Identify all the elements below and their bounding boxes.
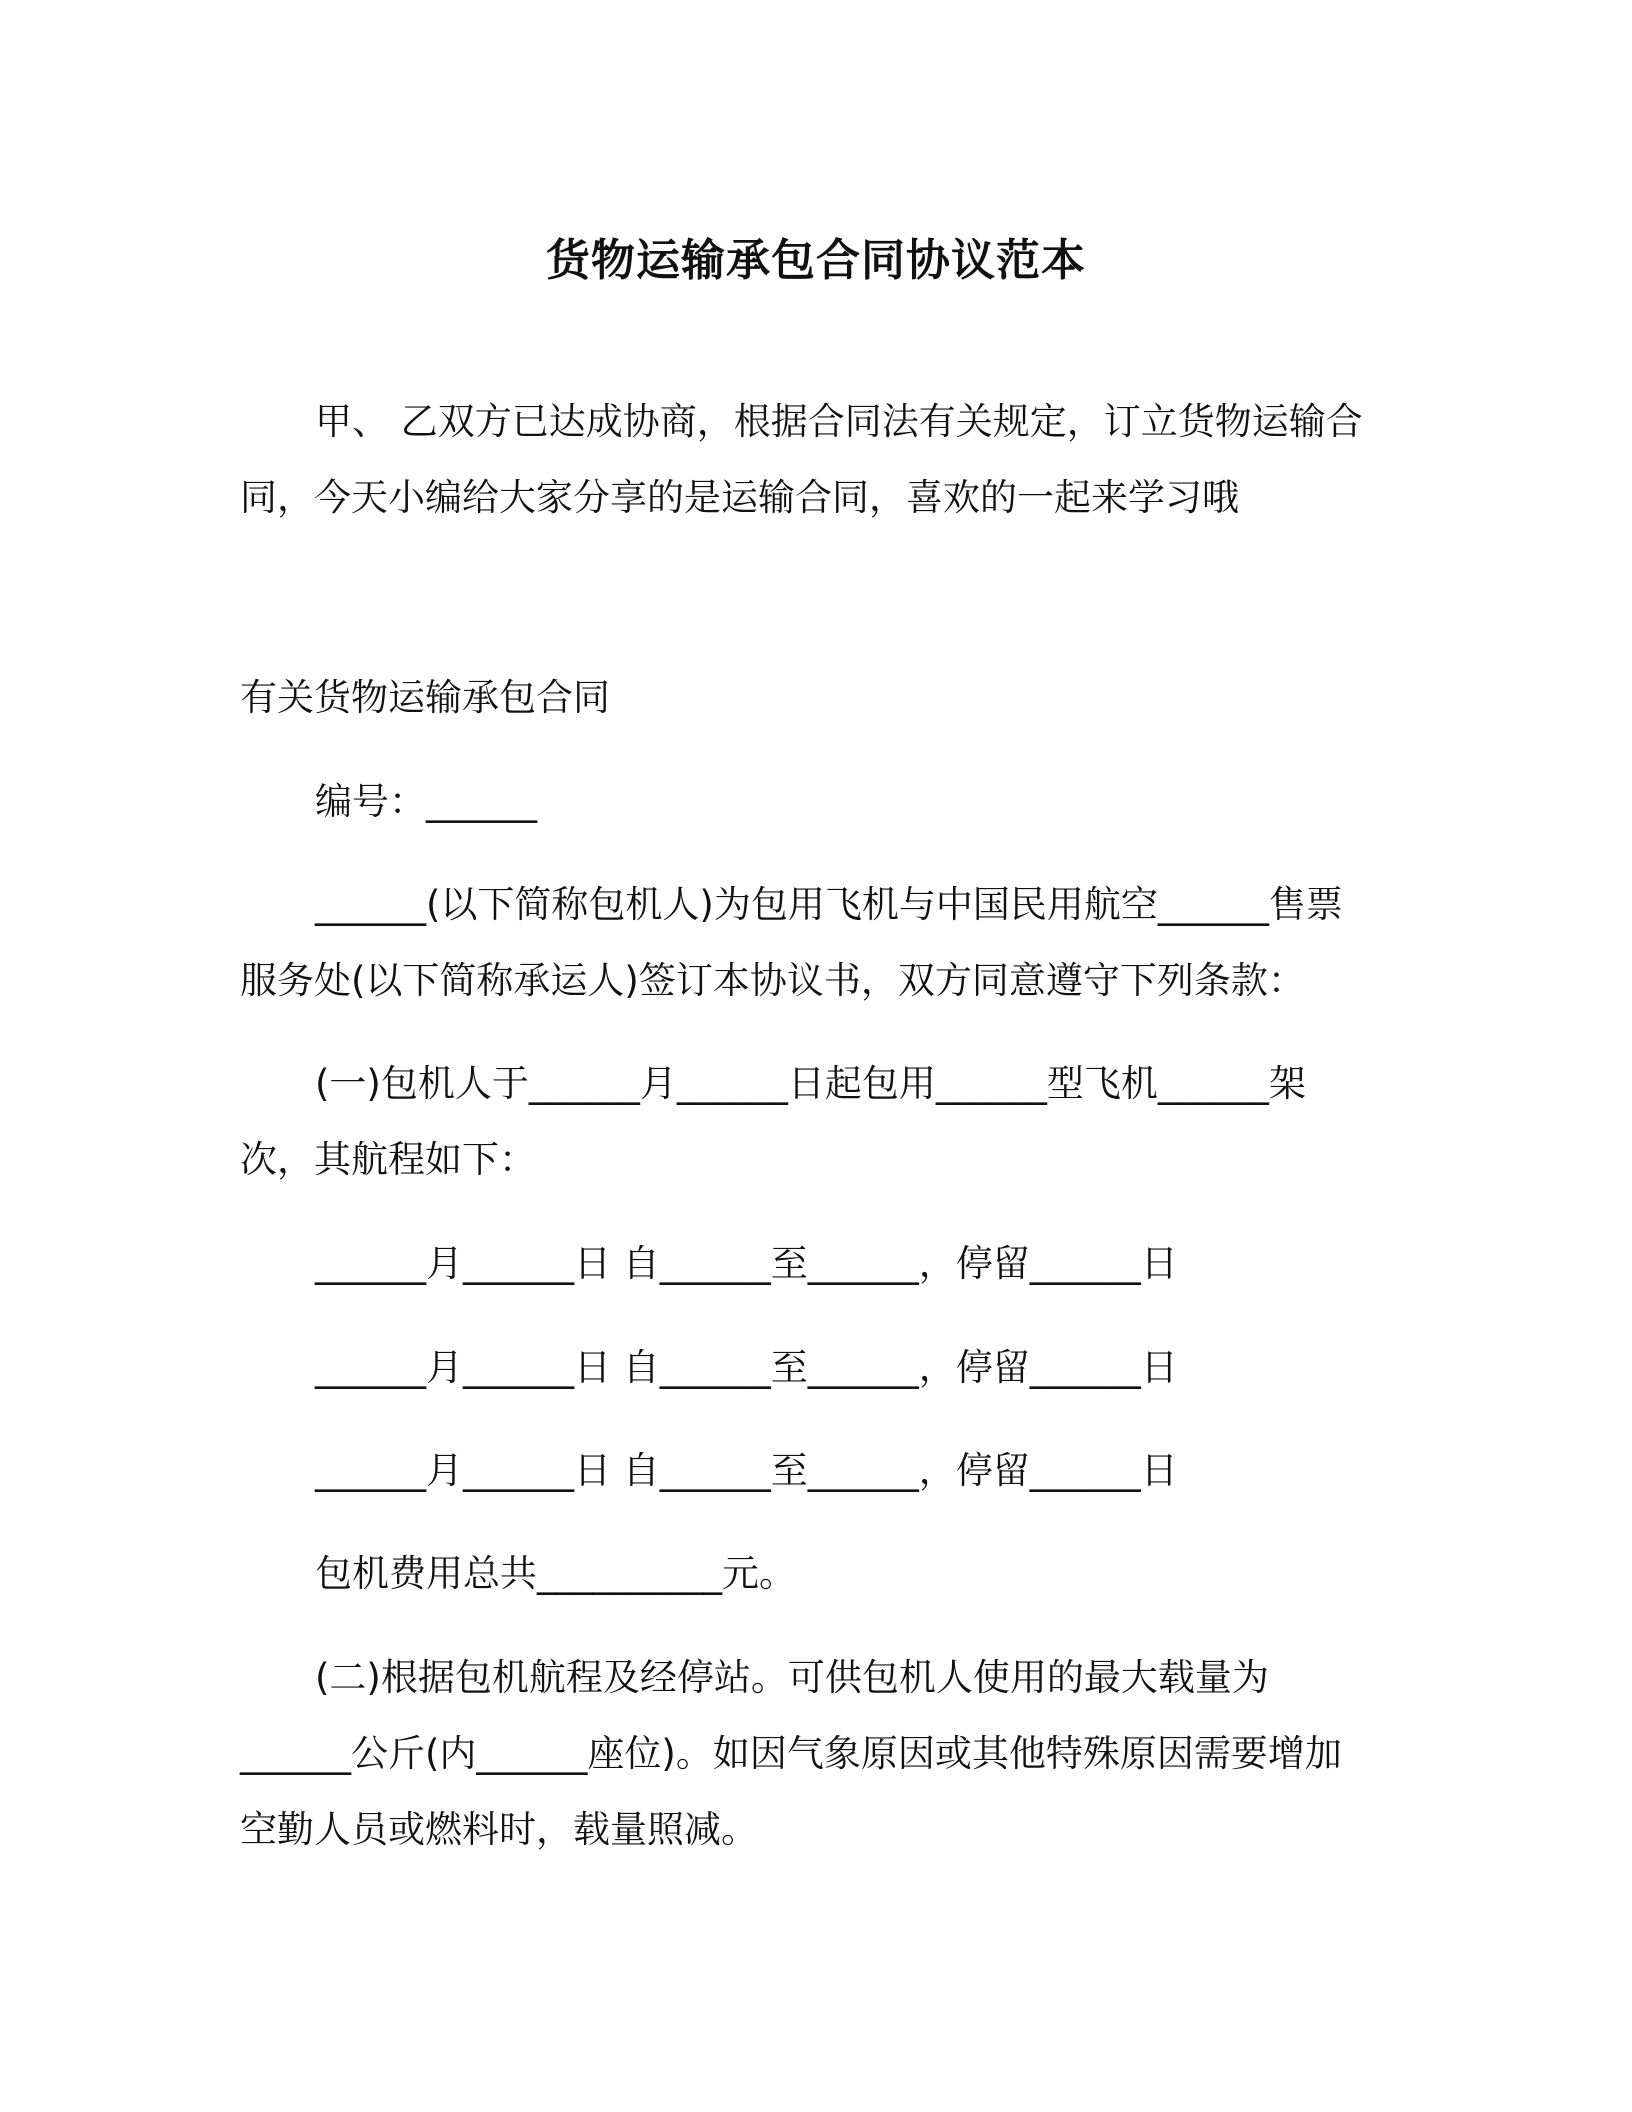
itinerary-line-3: ______月______日 自______至______，停留______日 bbox=[315, 1449, 1178, 1492]
clause-two-line-3: 空勤人员或燃料时，载量照减。 bbox=[240, 1808, 758, 1851]
intro-line-2: 同，今天小编给大家分享的是运输合同，喜欢的一起来学习哦 bbox=[240, 476, 1239, 519]
clause-one-line-1: (一)包机人于______月______日起包用______型飞机______架 bbox=[315, 1062, 1306, 1105]
itinerary-line-2: ______月______日 自______至______，停留______日 bbox=[315, 1346, 1178, 1389]
clause-two-line-2: ______公斤(内______座位)。如因气象原因或其他特殊原因需要增加 bbox=[240, 1732, 1342, 1775]
contract-subtitle: 有关货物运输承包合同 bbox=[240, 676, 610, 719]
parties-line-2: 服务处(以下简称承运人)签订本协议书，双方同意遵守下列条款： bbox=[240, 959, 1305, 1002]
clause-two-line-1: (二)根据包机航程及经停站。可供包机人使用的最大载量为 bbox=[315, 1656, 1269, 1699]
intro-line-1: 甲、 乙双方已达成协商，根据合同法有关规定，订立货物运输合 bbox=[315, 400, 1363, 443]
itinerary-line-1: ______月______日 自______至______，停留______日 bbox=[315, 1242, 1178, 1285]
clause-one-line-2: 次，其航程如下： bbox=[240, 1138, 536, 1181]
document-title: 货物运输承包合同协议范本 bbox=[546, 235, 1086, 286]
contract-number: 编号：______ bbox=[315, 780, 537, 823]
fee-line: 包机费用总共__________元。 bbox=[315, 1552, 796, 1595]
parties-line-1: ______(以下简称包机人)为包用飞机与中国民用航空______售票 bbox=[315, 883, 1343, 926]
